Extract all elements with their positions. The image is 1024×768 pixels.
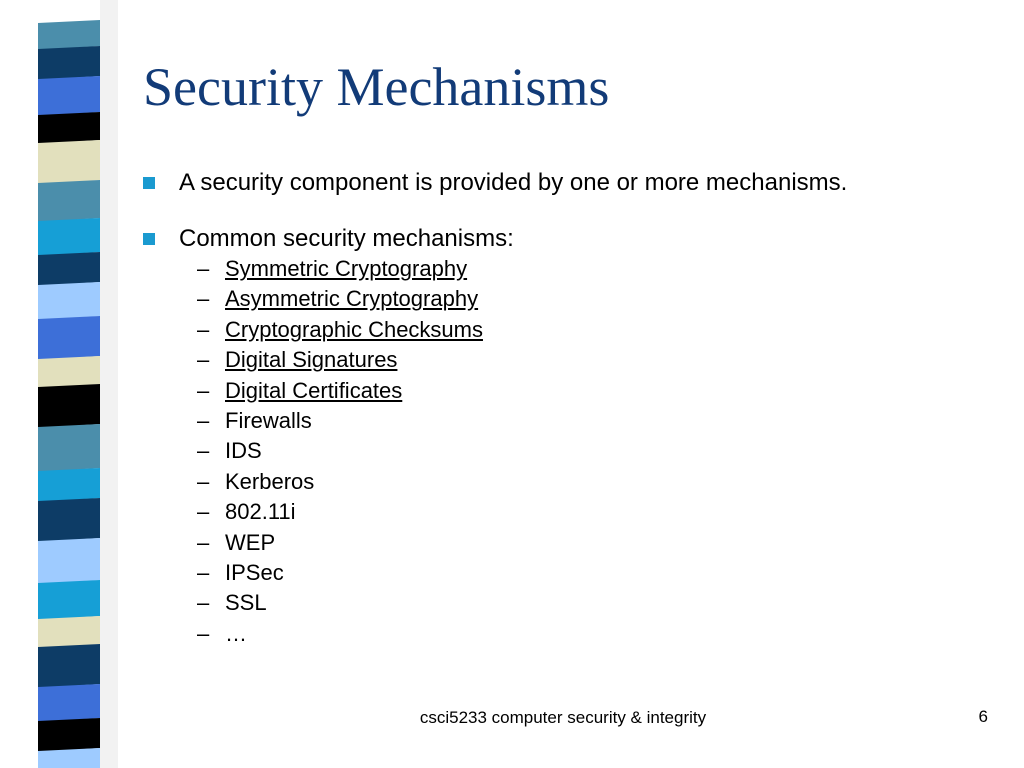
bullet-square-icon	[143, 233, 155, 245]
decorative-stripe-bar	[0, 0, 118, 768]
dash-marker: –	[197, 316, 210, 342]
stripe-graphic	[0, 0, 118, 768]
bullet-item	[143, 168, 1013, 198]
mechanism-link[interactable]: Cryptographic Checksums	[225, 316, 483, 342]
mechanism-link[interactable]: Asymmetric Cryptography	[225, 286, 479, 312]
stripe-segment	[38, 0, 100, 24]
mechanism-label: 802.11i	[225, 499, 296, 525]
stripe-segment	[38, 538, 100, 584]
dash-marker: –	[197, 286, 210, 312]
stripe-segment	[38, 252, 100, 286]
mechanism-label: WEP	[225, 529, 276, 555]
stripe-segment	[38, 718, 100, 752]
slide-title: Security Mechanisms	[143, 57, 610, 117]
mechanism-item	[197, 436, 1013, 466]
mechanism-link[interactable]: Symmetric Cryptography	[225, 256, 468, 281]
dash-marker: –	[197, 468, 210, 494]
mechanism-label: IDS	[225, 438, 262, 464]
stripe-segment	[38, 180, 100, 222]
dash-marker: –	[197, 408, 210, 434]
dash-marker: –	[197, 347, 210, 373]
stripe-segment	[38, 644, 100, 688]
stripe-segment	[38, 580, 100, 620]
dash-marker: –	[197, 620, 210, 646]
mechanism-item[interactable]	[197, 284, 1013, 314]
stripe-segment	[38, 316, 100, 360]
bullet-square-icon	[143, 177, 155, 189]
mechanism-item	[197, 497, 1013, 527]
stripe-segment	[38, 112, 100, 144]
mechanism-label: IPSec	[225, 560, 284, 586]
stripe-segment	[38, 46, 100, 80]
bullet-item	[143, 224, 1013, 254]
stripe-segment	[38, 424, 100, 472]
mechanism-item	[197, 528, 1013, 558]
stripe-segment	[38, 20, 100, 50]
mechanism-item[interactable]	[197, 315, 1013, 345]
bullet-text: A security component is provided by one or more mechanisms.	[179, 169, 848, 196]
stripe-segment	[38, 356, 100, 388]
stripe-segment	[38, 616, 100, 648]
stripe-segment	[38, 748, 100, 768]
mechanism-label: Firewalls	[225, 408, 312, 434]
page-number: 6	[978, 707, 988, 726]
mechanism-link[interactable]: Digital Signatures	[225, 347, 398, 373]
dash-marker: –	[197, 256, 210, 281]
dash-marker: –	[197, 590, 210, 616]
footer-text: csci5233 computer security & integrity	[419, 708, 707, 727]
stripe-segment	[38, 140, 100, 184]
dash-marker: –	[197, 377, 210, 403]
stripe-segment	[38, 384, 100, 428]
dash-marker: –	[197, 560, 210, 586]
slide-content	[143, 168, 1013, 649]
mechanism-item	[197, 558, 1013, 588]
mechanism-item	[197, 619, 1013, 649]
stripe-segment	[38, 498, 100, 542]
mechanism-item	[197, 588, 1013, 618]
stripe-segment	[38, 282, 100, 320]
dash-marker: –	[197, 438, 210, 464]
mechanism-link[interactable]: Digital Certificates	[225, 377, 403, 403]
stripe-shadow	[100, 0, 118, 768]
mechanism-item[interactable]	[197, 254, 1013, 284]
stripe-segment	[38, 218, 100, 256]
dash-marker: –	[197, 529, 210, 555]
mechanism-item[interactable]	[197, 376, 1013, 406]
mechanism-label: SSL	[225, 590, 267, 616]
stripe-segment	[38, 468, 100, 502]
mechanism-item	[197, 467, 1013, 497]
bullet-text: Common security mechanisms:	[179, 225, 514, 252]
mechanism-label: Kerberos	[225, 468, 315, 494]
dash-marker: –	[197, 499, 210, 525]
mechanism-label: …	[225, 620, 247, 646]
mechanism-item[interactable]	[197, 345, 1013, 375]
stripe-segment	[38, 684, 100, 722]
mechanism-item	[197, 406, 1013, 436]
stripe-segment	[38, 76, 100, 116]
mechanism-list	[143, 254, 1013, 649]
